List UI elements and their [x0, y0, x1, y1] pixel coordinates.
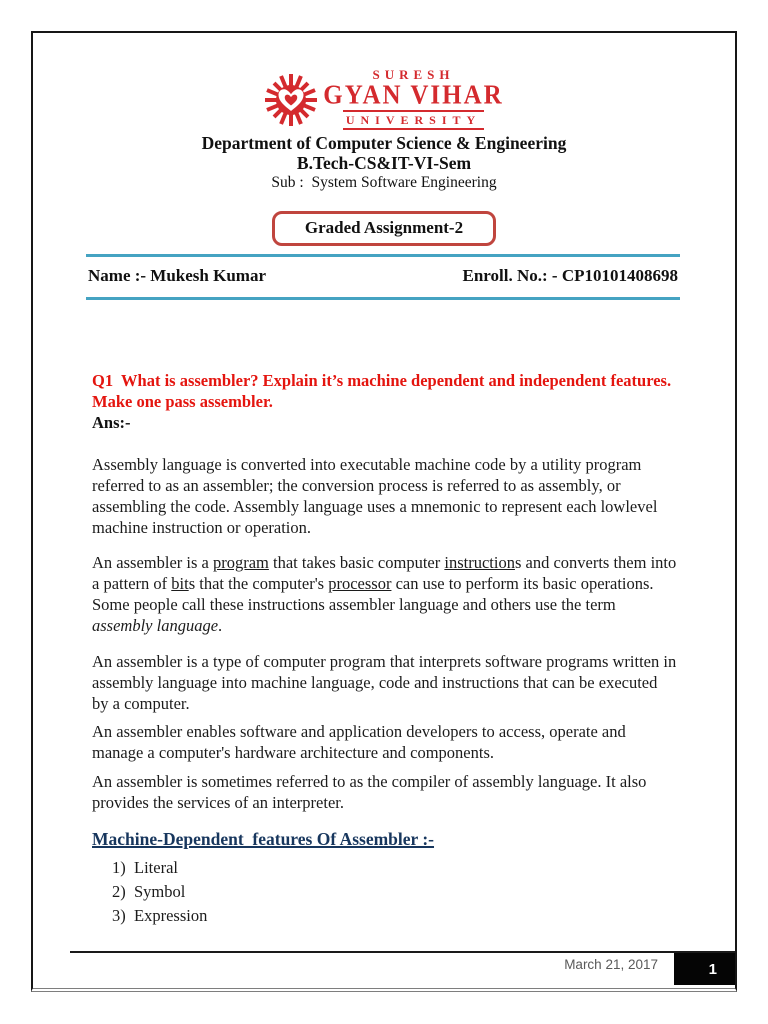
paragraph-3: An assembler is a type of computer program that interprets software programs written in assembly language into machine language, code and instructions that can be executed by a computer. [92, 652, 677, 713]
paragraph-2-text: An assembler is a [92, 553, 213, 572]
list-item-number: 1) [112, 858, 126, 877]
department-title: Department of Computer Science & Engineering [201, 133, 567, 153]
paragraph-2-text: . [218, 616, 223, 635]
footer-rule [70, 951, 735, 953]
assignment-badge: Graded Assignment-2 [272, 211, 496, 246]
list-item-label: Expression [134, 906, 208, 925]
logo-gyan-vihar-text: GYAN VIHAR [323, 80, 504, 111]
paragraph-4: An assembler enables software and application developers to access, operate and manage a computer's hardware architecture and components. [92, 722, 626, 762]
footer-date: March 21, 2017 [564, 957, 658, 972]
logo-suresh-text: SURESH [372, 67, 455, 82]
paragraph-5: An assembler is sometimes referred to as the compiler of assembly language. It also provides the services of an interpreter. [92, 772, 647, 812]
logo-university-text: UNIVERSITY [343, 110, 484, 130]
section-heading-machine-dependent: Machine-Dependent features Of Assembler :- [92, 829, 435, 849]
paragraph-1: Assembly language is converted into executable machine code by a utility program referred to as an assembler; the conversion process is referred to as assembly, or assembling the code. Assembly language uses a mnemonic to represent each lowlevel machine instruction or operation. [92, 455, 658, 537]
university-emblem-icon [264, 70, 318, 128]
student-name: Name :- Mukesh Kumar [88, 266, 267, 285]
university-logo [33, 68, 735, 130]
list-item [112, 856, 207, 880]
student-info-row [86, 254, 680, 300]
link-processor[interactable]: processor [328, 574, 392, 593]
student-enroll-number: Enroll. No.: - CP10101408698 [462, 266, 678, 285]
question-heading: Q1 What is assembler? Explain it’s machine dependent and independent features. Make one pass assembler. [92, 371, 676, 411]
page-border-frame [31, 31, 737, 992]
list-item [112, 904, 207, 928]
program-title: B.Tech-CS&IT-VI-Sem [296, 153, 472, 173]
link-bit[interactable]: bit [171, 574, 189, 593]
answer-label: Ans:- [92, 413, 131, 432]
paragraph-2-text: s that the computer's [188, 574, 329, 593]
question-block [92, 370, 677, 433]
page-number-badge [674, 953, 735, 985]
subject-line: Sub : System Software Engineering [271, 174, 497, 191]
paragraph-2-text: s and converts them into a pattern of [92, 553, 677, 593]
list-item-label: Literal [134, 858, 178, 877]
list-item-number: 3) [112, 906, 126, 925]
document-header [33, 68, 735, 192]
list-item-number: 2) [112, 882, 126, 901]
assignment-badge-wrap [33, 211, 735, 246]
link-program[interactable]: program [212, 553, 269, 572]
paragraph-2 [92, 552, 677, 636]
link-instruction[interactable]: instruction [444, 553, 515, 572]
page-number: 1 [708, 960, 717, 978]
list-item [112, 880, 207, 904]
italic-assembly-language: assembly language [92, 616, 219, 635]
paragraph-2-text: can use to perform its basic operations. Some people call these instructions assembler language and others use the term [92, 574, 654, 614]
university-logo-text [323, 68, 503, 130]
list-item-label: Symbol [134, 882, 186, 901]
paragraph-2-text: that takes basic computer [268, 553, 445, 572]
feature-list [112, 856, 207, 928]
